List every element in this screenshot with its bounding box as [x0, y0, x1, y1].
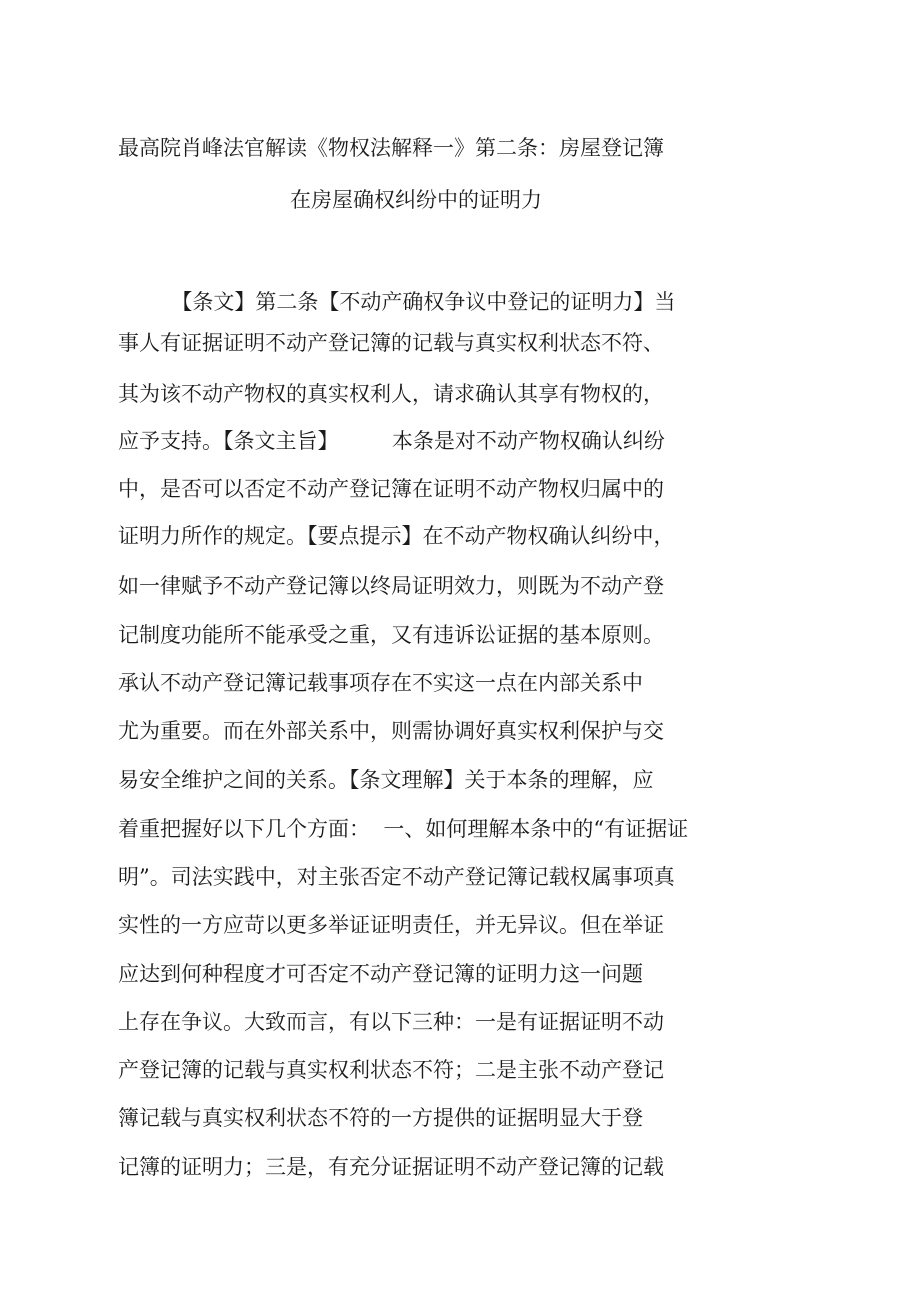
body-line: 实性的一方应苛以更多举证证明责任，并无异议。但在举证: [118, 913, 664, 937]
body-line: 其为该不动产物权的真实权利人，请求确认其享有物权的，: [118, 382, 664, 406]
body-line: 明”。司法实践中，对主张否定不动产登记簿记载权属事项真: [118, 865, 675, 889]
body-line: 上存在争议。大致而言，有以下三种：一是有证据证明不动: [118, 1010, 664, 1034]
title-line-2: 在房屋确权纠纷中的证明力: [290, 188, 542, 212]
body-line: 簿记载与真实权利状态不符的一方提供的证据明显大于登: [118, 1106, 643, 1130]
body-line: 着重把握好以下几个方面： 一、如何理解本条中的“有证据证: [118, 817, 689, 841]
body-line: 产登记簿的记载与真实权利状态不符；二是主张不动产登记: [118, 1058, 664, 1082]
body-line: 尤为重要。而在外部关系中，则需协调好真实权利保护与交: [118, 719, 664, 743]
body-line: 证明力所作的规定。【要点提示】在不动产物权确认纠纷中，: [118, 524, 675, 548]
body-line: 事人有证据证明不动产登记簿的记载与真实权利状态不符、: [118, 331, 664, 355]
body-line: 应予支持。【条文主旨】 本条是对不动产物权确认纠纷: [118, 429, 665, 453]
body-line: 应达到何种程度才可否定不动产登记簿的证明力这一问题: [118, 962, 643, 986]
title-line-1: 最高院肖峰法官解读《物权法解释一》第二条：房屋登记簿: [118, 136, 664, 160]
body-line: 【条文】第二条【不动产确权争议中登记的证明力】当: [118, 290, 676, 314]
body-line: 中，是否可以否定不动产登记簿在证明不动产物权归属中的: [118, 477, 664, 501]
body-line: 记制度功能所不能承受之重，又有违诉讼证据的基本原则。: [118, 623, 664, 647]
body-line: 易安全维护之间的关系。【条文理解】关于本条的理解，应: [118, 768, 654, 792]
body-line: 记簿的证明力；三是，有充分证据证明不动产登记簿的记载: [118, 1155, 664, 1179]
body-line: 承认不动产登记簿记载事项存在不实这一点在内部关系中: [118, 671, 643, 695]
body-line: 如一律赋予不动产登记簿以终局证明效力，则既为不动产登: [118, 574, 664, 598]
